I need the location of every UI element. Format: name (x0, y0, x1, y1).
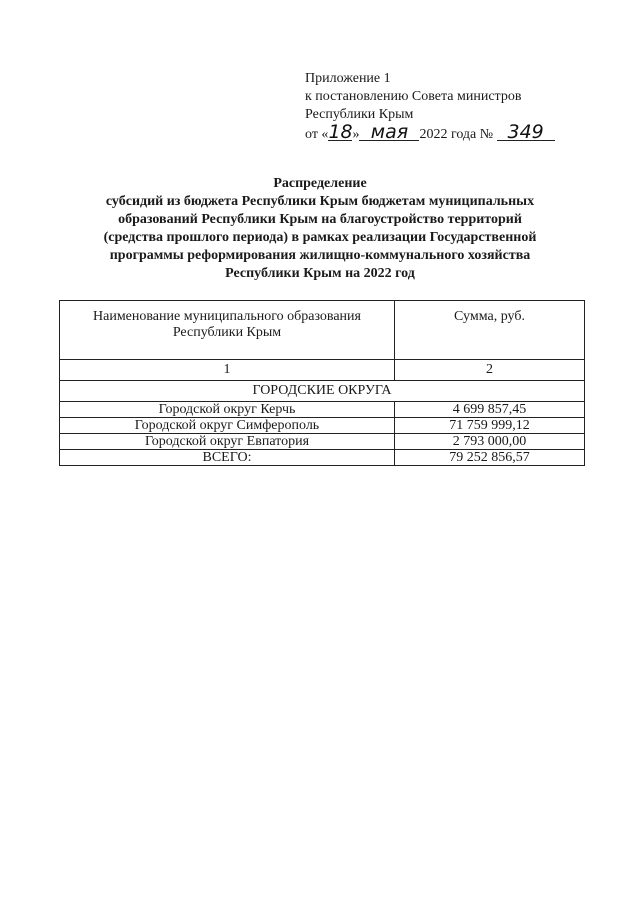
table-header-row (60, 301, 585, 360)
row-sum: 4 699 857,45 (395, 402, 585, 418)
date-prefix: от « (305, 127, 329, 142)
date-month-handwritten: мая (359, 124, 419, 141)
row-name: Городской округ Керчь (60, 402, 395, 418)
date-day-handwritten: 18 (328, 121, 353, 143)
row-sum: 2 793 000,00 (395, 434, 585, 450)
total-sum: 79 252 856,57 (395, 450, 585, 466)
title-line-6: Республики Крым на 2022 год (225, 266, 415, 281)
appendix-block (305, 70, 555, 144)
header-sum: Сумма, руб. (395, 301, 585, 360)
subsidy-table (59, 300, 585, 466)
title-line-5: программы реформирования жилищно-коммунального хозяйства (109, 248, 531, 263)
date-year: 2022 года № (419, 127, 494, 142)
table-row (60, 434, 585, 450)
appendix-date-line (305, 121, 555, 144)
row-sum: 71 759 999,12 (395, 418, 585, 434)
row-name: Городской округ Евпатория (60, 434, 395, 450)
group-label: ГОРОДСКИЕ ОКРУГА (60, 381, 585, 402)
row-name: Городской округ Симферополь (60, 418, 395, 434)
doc-number-handwritten: 349 (497, 124, 555, 141)
appendix-line-2: к постановлению Совета министров (305, 89, 522, 104)
document-title (40, 175, 600, 283)
column-number-1: 1 (60, 360, 395, 381)
table-row (60, 402, 585, 418)
header-municipality (60, 301, 395, 360)
column-number-row (60, 360, 585, 381)
title-line-3: образований Республики Крым на благоустройство территорий (118, 212, 522, 227)
header-municipality-line-1: Наименование муниципального образования (93, 309, 361, 324)
date-close-quote: » (352, 127, 360, 142)
column-number-2: 2 (395, 360, 585, 381)
title-line-4: (средства прошлого периода) в рамках реализации Государственной (103, 230, 537, 245)
total-row (60, 450, 585, 466)
appendix-line-3: Республики Крым (305, 107, 414, 122)
total-label: ВСЕГО: (60, 450, 395, 466)
group-row (60, 381, 585, 402)
appendix-line-1: Приложение 1 (305, 71, 391, 86)
title-line-1: Распределение (273, 176, 367, 191)
title-line-2: субсидий из бюджета Республики Крым бюджетам муниципальных (105, 194, 535, 209)
table-row (60, 418, 585, 434)
header-municipality-line-2: Республики Крым (172, 325, 282, 340)
